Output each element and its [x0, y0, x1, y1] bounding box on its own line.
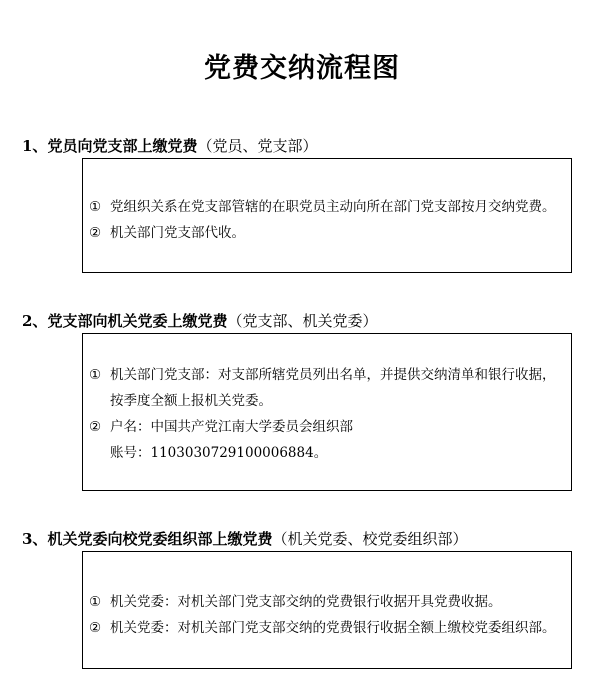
item-text: 机关部门党支部代收。	[110, 225, 245, 241]
list-item	[83, 220, 571, 246]
item-continuation: 按季度全额上报机关党委。	[110, 393, 272, 409]
page-title: 党费交纳流程图	[204, 53, 400, 84]
item-marker: ①	[89, 367, 102, 383]
item-text: 机关党委：对机关部门党支部交纳的党费银行收据开具党费收据。	[110, 594, 502, 610]
list-item	[83, 615, 571, 641]
list-item	[83, 414, 571, 440]
section-2-box	[82, 333, 572, 491]
item-marker: ①	[89, 199, 102, 215]
list-item	[83, 589, 571, 615]
section-number: 3、	[22, 530, 48, 548]
section-number: 1、	[22, 137, 48, 155]
section-title: 党员向党支部上缴党费	[47, 137, 198, 155]
section-1-box	[82, 158, 572, 273]
section-number: 2、	[22, 312, 48, 330]
section-2-heading	[22, 310, 377, 331]
section-title: 机关党委向校党委组织部上缴党费	[47, 530, 273, 548]
section-roles: （机关党委、校党委组织部）	[272, 530, 468, 548]
list-item	[83, 362, 571, 388]
item-text: 机关党委：对机关部门党支部交纳的党费银行收据全额上缴校党委组织部。	[110, 620, 556, 636]
item-marker: ②	[89, 225, 102, 241]
section-roles: （党支部、机关党委）	[227, 312, 378, 330]
section-1-heading	[22, 135, 317, 156]
section-title: 党支部向机关党委上缴党费	[47, 312, 228, 330]
section-roles: （党员、党支部）	[197, 137, 318, 155]
item-text: 户名：中国共产党江南大学委员会组织部	[110, 419, 353, 435]
list-item	[83, 194, 571, 220]
item-continuation: 账号：1103030729100006884。	[110, 445, 328, 461]
section-3-box	[82, 551, 572, 669]
item-text: 机关部门党支部：对支部所辖党员列出名单，并提供交纳清单和银行收据，	[110, 367, 556, 383]
item-text: 党组织关系在党支部管辖的在职党员主动向所在部门党支部按月交纳党费。	[110, 199, 556, 215]
item-marker: ②	[89, 620, 102, 636]
item-marker: ①	[89, 594, 102, 610]
section-3-heading	[22, 528, 467, 549]
item-marker: ②	[89, 419, 102, 435]
